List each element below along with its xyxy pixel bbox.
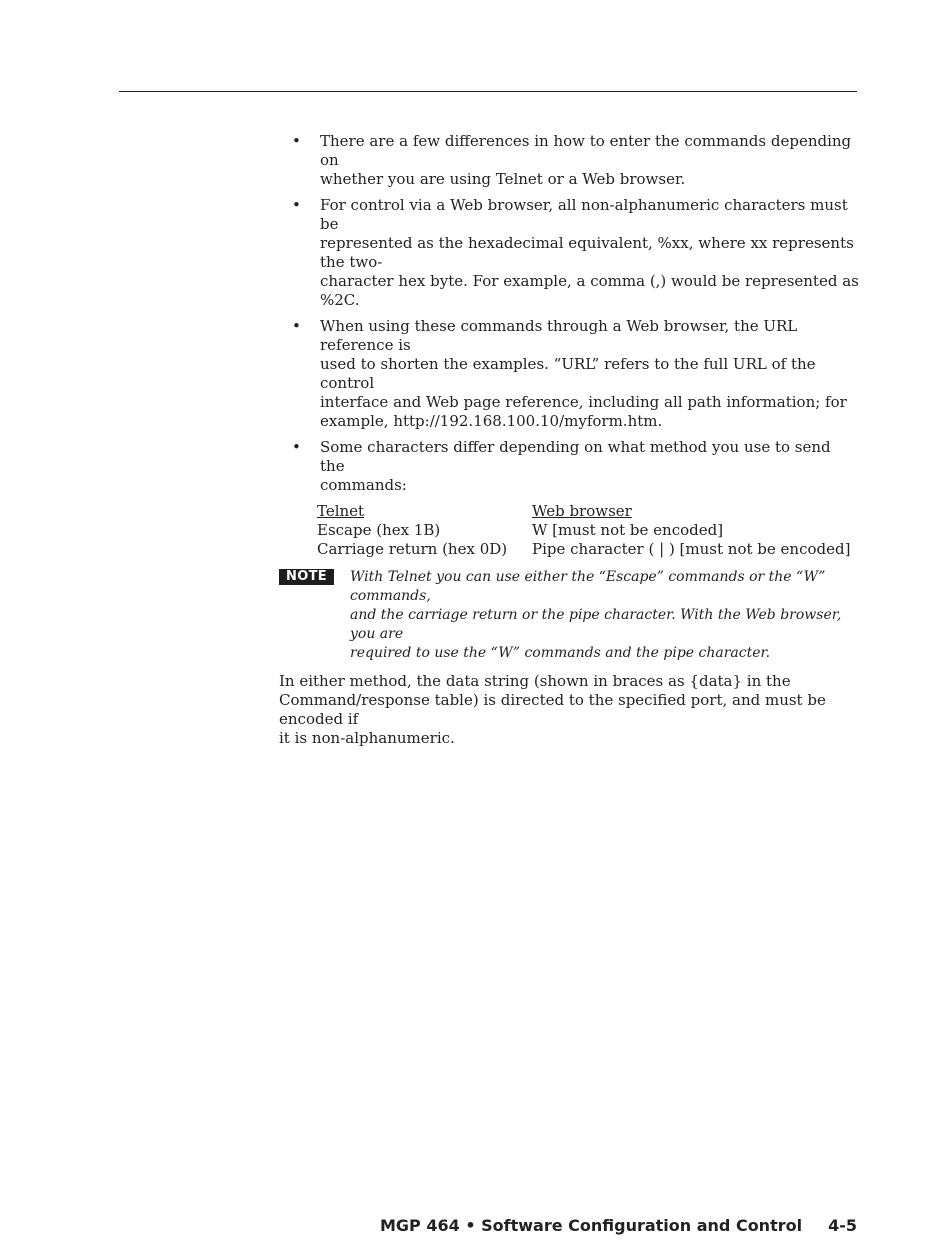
bullet-marker: •	[292, 317, 301, 335]
table-cell: Pipe character ( | ) [must not be encoded]	[532, 540, 851, 558]
note-block	[279, 568, 859, 663]
table-row	[317, 521, 850, 540]
bullet-item	[279, 438, 859, 495]
note-line: With Telnet you can use either the “Escape” commands or the “W” commands,	[350, 569, 826, 604]
bullet-line: used to shorten the examples. “URL” refers to the full URL of the control	[320, 355, 816, 392]
closing-paragraph	[279, 672, 859, 748]
paragraph-line: In either method, the data string (shown in braces as {data} in the	[279, 672, 791, 690]
bullet-line: represented as the hexadecimal equivalent, %xx, where xx represents the two-	[320, 234, 854, 271]
table-cell: W [must not be encoded]	[532, 521, 724, 539]
bullet-marker: •	[292, 438, 301, 456]
note-badge: NOTE	[279, 569, 334, 585]
bullet-line: Some characters differ depending on what method you use to send the	[320, 438, 831, 475]
column-header-telnet: Telnet	[317, 502, 365, 520]
table-cell: Carriage return (hex 0D)	[317, 540, 508, 558]
bullet-item	[279, 317, 859, 431]
bullet-item	[279, 132, 859, 189]
bullet-line: There are a few differences in how to enter the commands depending on	[320, 132, 852, 169]
bullet-line: When using these commands through a Web browser, the URL reference is	[320, 317, 798, 354]
bullet-line: character hex byte. For example, a comma (,) would be represented as %2C.	[320, 272, 859, 309]
bullet-line: commands:	[320, 476, 407, 494]
page-number: 4-5	[828, 1216, 857, 1235]
table-row	[317, 540, 850, 559]
bullet-marker: •	[292, 196, 301, 214]
bullet-line: whether you are using Telnet or a Web browser.	[320, 170, 686, 188]
bullet-line: interface and Web page reference, including all path information; for	[320, 393, 847, 411]
table-header-row	[317, 502, 850, 521]
bullet-item	[279, 196, 859, 310]
bullet-line: For control via a Web browser, all non-alphanumeric characters must be	[320, 196, 848, 233]
footer-title: MGP 464 • Software Configuration and Control	[380, 1216, 803, 1235]
header-rule	[119, 91, 857, 92]
page-footer	[380, 1215, 857, 1237]
bullet-list	[279, 132, 859, 495]
column-header-web-browser: Web browser	[532, 502, 632, 520]
bullet-line: example, http://192.168.100.10/myform.htm.	[320, 412, 663, 430]
paragraph-line: Command/response table) is directed to the specified port, and must be encoded if	[279, 691, 826, 728]
page-body	[279, 132, 859, 748]
note-line: required to use the “W” commands and the pipe character.	[350, 645, 771, 661]
paragraph-line: it is non-alphanumeric.	[279, 729, 455, 747]
bullet-marker: •	[292, 132, 301, 150]
character-comparison-table	[317, 502, 850, 559]
table-cell: Escape (hex 1B)	[317, 521, 441, 539]
note-line: and the carriage return or the pipe character. With the Web browser, you are	[350, 607, 842, 642]
